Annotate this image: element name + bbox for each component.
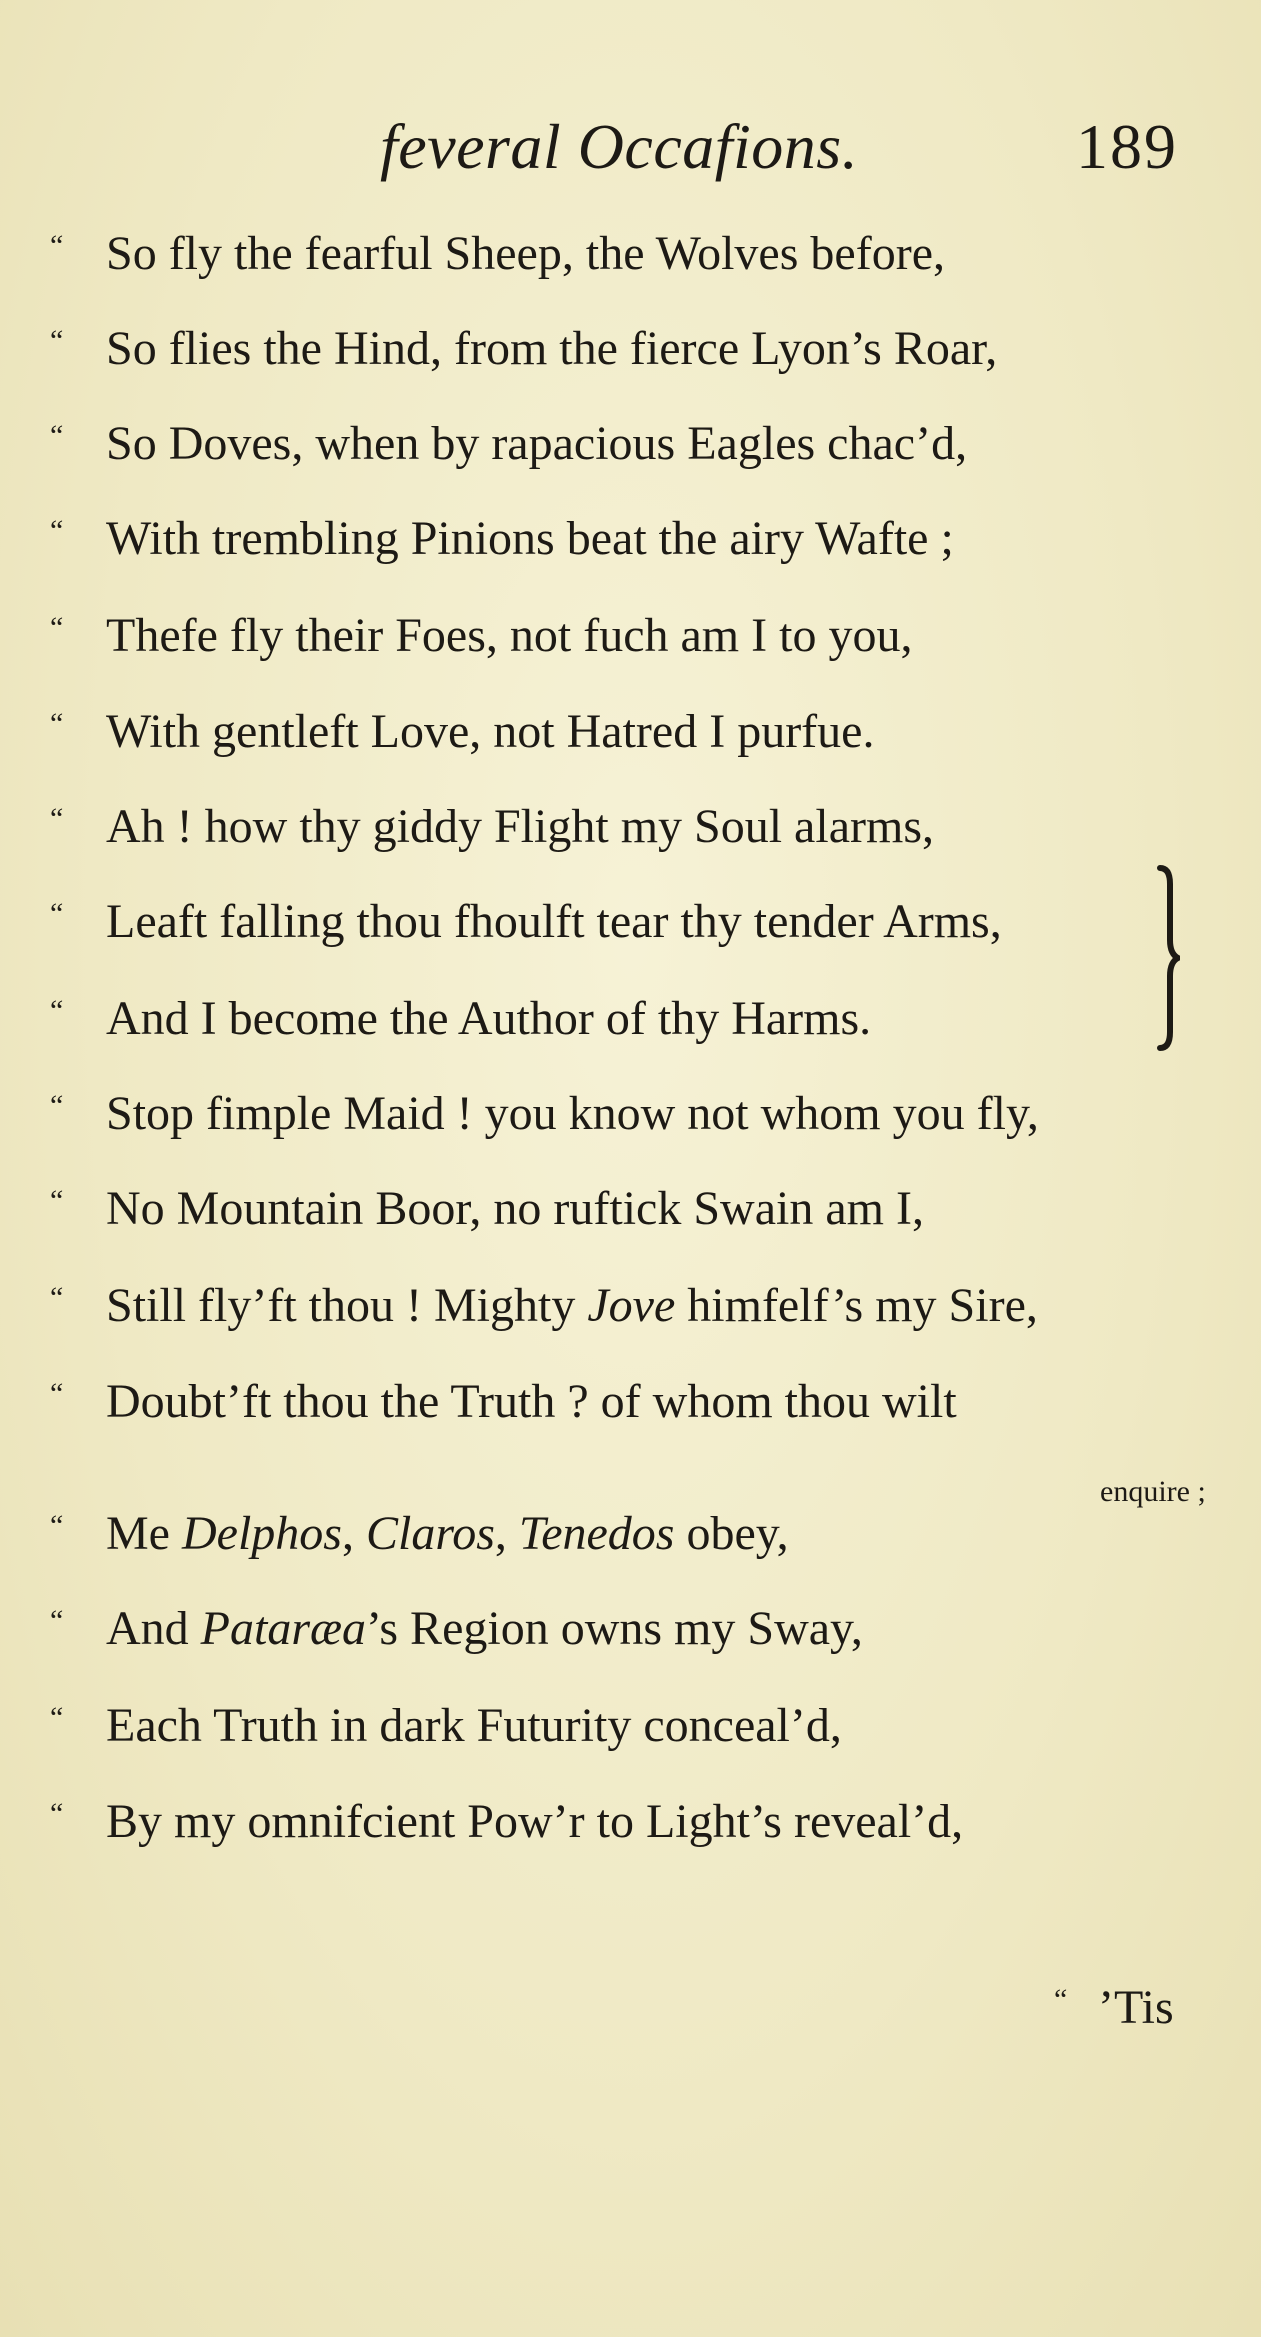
verse-line — [50, 895, 1002, 948]
verse-line — [50, 1795, 964, 1848]
verse-line — [50, 992, 872, 1045]
quote-mark: “ — [50, 707, 64, 740]
line-text: And I become the Author of thy Harms. — [106, 992, 872, 1045]
quote-mark: “ — [50, 1604, 64, 1637]
quote-mark: “ — [50, 1281, 64, 1314]
line-text: Each Truth in dark Futurity conceal’d, — [106, 1699, 842, 1752]
line-text: So fly the fearful Sheep, the Wolves before, — [106, 227, 945, 280]
line-text: Still fly’ft thou ! Mighty — [106, 1279, 588, 1332]
quote-mark: “ — [50, 1797, 64, 1830]
verse-line — [50, 1375, 957, 1428]
line-text: Stop fimple Maid ! you know not whom you fly, — [106, 1087, 1039, 1140]
quote-mark: “ — [1054, 1983, 1068, 2016]
verse-line — [50, 1087, 1039, 1140]
line-text: Doubt’ft thou the Truth ? of whom thou wilt — [106, 1375, 957, 1428]
verse-line — [50, 705, 875, 758]
triplet-brace — [1156, 862, 1180, 1054]
line-text: Thefe fly their Foes, not fuch am I to you, — [106, 609, 913, 662]
quote-mark: “ — [50, 897, 64, 930]
verse-line — [50, 1602, 863, 1655]
line-text: With gentleft Love, not Hatred I purfue. — [106, 705, 875, 758]
quote-mark: “ — [50, 802, 64, 835]
line-text-italic: Tenedos — [518, 1507, 675, 1560]
quote-mark: “ — [50, 1377, 64, 1410]
verse-line — [50, 1507, 789, 1560]
runover-word: enquire ; — [1100, 1475, 1206, 1508]
verse-line — [50, 227, 945, 280]
catchword — [1054, 1980, 1174, 2035]
line-text-italic: Claros — [365, 1507, 495, 1560]
line-text: Leaft falling thou fhoulft tear thy tender Arms, — [106, 895, 1002, 948]
running-head: feveral Occafions. — [380, 111, 859, 182]
verse-line — [50, 1182, 924, 1235]
verse-line — [50, 1279, 1038, 1332]
line-text: , — [494, 1507, 519, 1560]
quote-mark: “ — [50, 1184, 64, 1217]
line-text: And — [106, 1602, 201, 1655]
verse-line — [50, 512, 954, 565]
line-text: No Mountain Boor, no ruftick Swain am I, — [106, 1182, 924, 1235]
line-text-italic: Delphos — [181, 1507, 342, 1560]
line-text-italic: Pataræa — [200, 1602, 367, 1655]
verse-line — [50, 417, 968, 470]
line-text: obey, — [674, 1507, 789, 1560]
line-text: So flies the Hind, from the fierce Lyon’s Roar, — [106, 322, 998, 375]
quote-mark: “ — [50, 1089, 64, 1122]
line-text-italic: Jove — [587, 1279, 676, 1332]
quote-mark: “ — [50, 1509, 64, 1542]
line-text: Me — [106, 1507, 182, 1560]
line-text: , — [341, 1507, 366, 1560]
quote-mark: “ — [50, 514, 64, 547]
line-text: So Doves, when by rapacious Eagles chac’d, — [106, 417, 968, 470]
quote-mark: “ — [50, 324, 64, 357]
line-text: Ah ! how thy giddy Flight my Soul alarms, — [106, 800, 934, 853]
verse-line — [50, 800, 934, 853]
quote-mark: “ — [50, 994, 64, 1027]
catchword-text: ’Tis — [1098, 1981, 1174, 2034]
line-text: By my omnifcient Pow’r to Light’s reveal’d, — [106, 1795, 964, 1848]
line-text: With trembling Pinions beat the airy Wafte ; — [106, 512, 954, 565]
line-text: ’s Region owns my Sway, — [366, 1602, 863, 1655]
verse-line — [50, 1699, 842, 1752]
quote-mark: “ — [50, 229, 64, 262]
verse-line — [50, 609, 913, 662]
line-text: himfelf’s my Sire, — [675, 1279, 1038, 1332]
quote-mark: “ — [50, 419, 64, 452]
quote-mark: “ — [50, 611, 64, 644]
verse-line — [50, 322, 998, 375]
page-number: 189 — [1076, 111, 1178, 182]
quote-mark: “ — [50, 1701, 64, 1734]
